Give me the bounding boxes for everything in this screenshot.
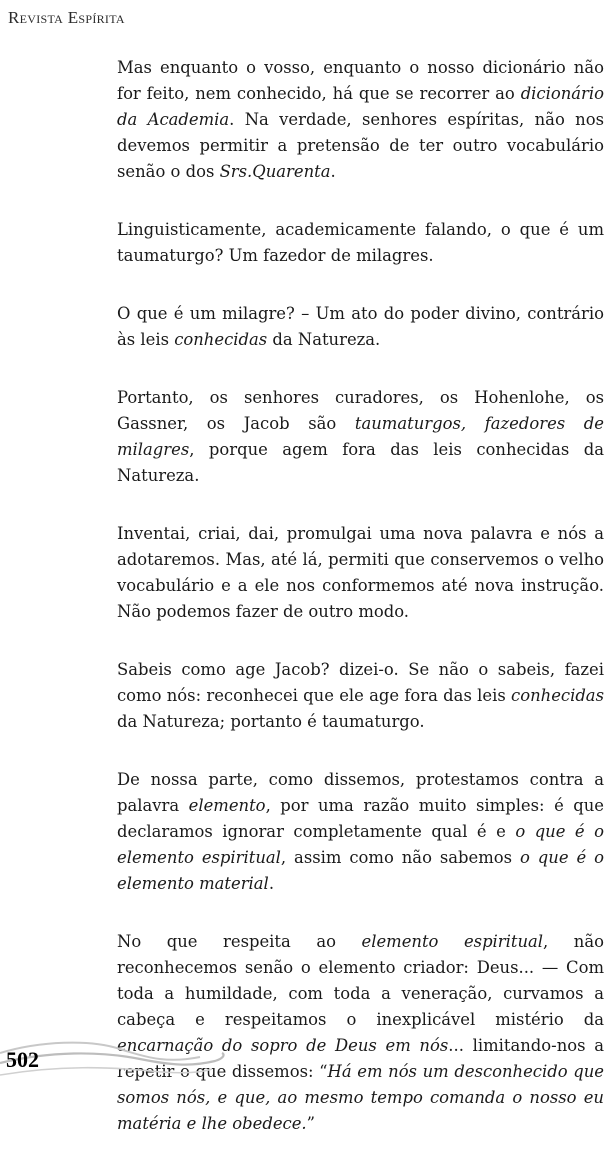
text-run: . [330,162,336,181]
italic-run: Srs.Quarenta [219,162,331,181]
text-run: Inventai, criai, dai, promulgai uma nova palavra e nós a adotaremos. Mas, até lá, permiti que conservemos o velho vocabulário e a ele nos conformemos até nova instrução. Não podemos fazer de outro modo. [117,524,604,621]
italic-run: elemento [188,796,266,815]
italic-run: dicionário da Academia [117,84,604,129]
text-run: Mas enquanto o vosso, enquanto o nosso dicionário não for feito, nem conhecido, há que se recorrer ao [117,58,604,103]
text-run: Sabeis como age Jacob? dizei-o. Se não o sabeis, fazei como nós: reconhecei que ele age fora das leis [117,660,604,705]
text-run: . Na verdade, senhores espíritas, não nos devemos permitir a pretensão de ter outro vocabulário senão o dos [117,110,604,181]
text-run: da Natureza; portanto é taumaturgo. [117,712,425,731]
text-run: ... limitando-nos a repetir o que dissemos: “ [117,1036,604,1081]
text-run: Portanto, os senhores curadores, os Hohenlohe, os Gassner, os Jacob são [117,388,604,433]
italic-run: elemento espiritual [361,932,544,951]
italic-run: o que é o elemento material [117,848,604,893]
text-run: da Natureza. [267,330,381,349]
italic-run: o que é o elemento espiritual [117,822,604,867]
paragraph-2 [117,217,604,269]
running-header: Revista Espírita [8,8,125,27]
paragraph-5 [117,521,604,625]
page-number: 502 [6,1047,39,1072]
text-run: , por uma razão muito simples: é que declaramos ignorar completamente qual é e [117,796,605,841]
paragraph-1 [117,55,604,185]
text-run: No que respeita ao [117,932,362,951]
italic-run: Há em nós um desconhecido que somos nós, e que, ao mesmo tempo comanda o nosso eu matéria e lhe obedece. [117,1062,604,1133]
text-run: ” [306,1114,316,1133]
paragraph-3 [117,301,604,353]
italic-run: conhecidas [511,686,604,705]
italic-run: taumaturgos, fazedores de milagres [117,414,604,459]
paragraph-7 [117,767,604,897]
italic-run: encarnação do sopro de Deus em nós [117,1036,449,1055]
paragraph-4 [117,385,604,489]
text-run: , porque agem fora das leis conhecidas da Natureza. [117,440,604,485]
paragraph-6 [117,657,604,735]
page-footer [0,1033,611,1093]
text-run: , não reconhecemos senão o elemento criador: Deus... — Com toda a humildade, com toda a veneração, curvamos a cabeça e respeitamos o inexplicável mistério da [117,932,604,1029]
italic-run: conhecidas [174,330,268,349]
text-run: Linguisticamente, academicamente falando, o que é um taumaturgo? Um fazedor de milagres. [117,220,604,265]
text-column [117,55,604,1169]
text-run: . [268,874,275,893]
text-run: O que é um milagre? – Um ato do poder divino, contrário às leis [117,304,604,349]
text-run: De nossa parte, como dissemos, protestamos contra a palavra [117,770,604,815]
text-run: , assim como não sabemos [280,848,520,867]
